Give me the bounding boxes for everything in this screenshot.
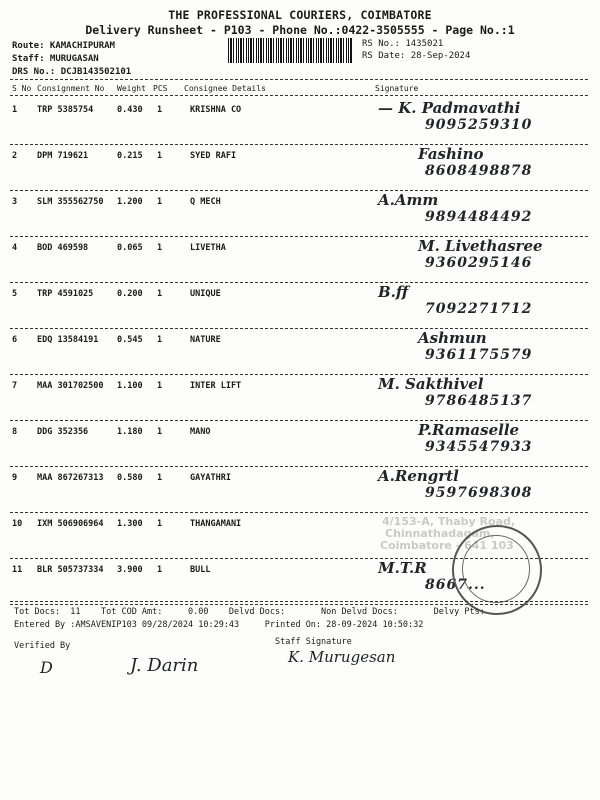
row-signature: Fashino [418, 145, 484, 163]
row-consignment-no: TRP 5385754 [37, 105, 94, 115]
row-pcs: 1 [157, 381, 163, 391]
row-sno: 2 [12, 151, 18, 161]
row-weight: 1.300 [117, 519, 143, 529]
row-weight: 1.180 [117, 427, 143, 437]
row-sno: 10 [12, 519, 23, 529]
footer-rule [10, 601, 588, 602]
row-signature: M.T.R [378, 559, 427, 577]
entered-printed-line: Entered By :AMSAVENIP103 09/28/2024 10:29:43 Printed On: 28-09-2024 10:50:32 [14, 620, 424, 630]
row-consignee: GAYATHRI [190, 473, 231, 483]
row-pcs: 1 [157, 473, 163, 483]
row-weight: 0.215 [117, 151, 143, 161]
row-consignment-no: MAA 867267313 [37, 473, 104, 483]
row-consignee: LIVETHA [190, 243, 226, 253]
row-divider [10, 190, 588, 191]
row-weight: 1.100 [117, 381, 143, 391]
row-signature: M. Sakthivel [378, 375, 484, 393]
row-divider [10, 512, 588, 513]
watermark-line-1: 4/153-A, Thaby Road, [382, 515, 516, 528]
row-consignment-no: DDG 352356 [37, 427, 89, 437]
row-signature-phone: 9597698308 [425, 485, 533, 501]
row-weight: 0.545 [117, 335, 143, 345]
col-header-signature: Signature [375, 84, 419, 93]
row-divider [10, 282, 588, 283]
row-consignment-no: EDQ 13584191 [37, 335, 99, 345]
row-signature-phone: 9786485137 [425, 393, 533, 409]
row-signature-phone: 9361175579 [425, 347, 533, 363]
row-consignee: MANO [190, 427, 211, 437]
company-name: THE PROFESSIONAL COURIERS, COIMBATORE [168, 8, 432, 22]
verified-signature: J. Darin [130, 655, 199, 676]
header-rule-top [10, 79, 588, 80]
col-header-weight: Weight [117, 84, 146, 93]
row-consignee: INTER LIFT [190, 381, 242, 391]
totals-line: Tot Docs: 11 Tot COD Amt: 0.00 Delvd Docs: Non Delvd Docs: Delvy Pts: [14, 607, 485, 617]
row-signature-phone: 8667... [425, 577, 486, 593]
runsheet-title: Delivery Runsheet - P103 - Phone No.:0422-3505555 - Page No.:1 [85, 23, 515, 37]
row-pcs: 1 [157, 519, 163, 529]
row-divider [10, 374, 588, 375]
row-weight: 0.580 [117, 473, 143, 483]
row-signature-phone: 9345547933 [425, 439, 533, 455]
verified-by-label: Verified By [14, 641, 71, 651]
row-pcs: 1 [157, 565, 163, 575]
row-signature: Ashmun [418, 329, 487, 347]
row-sno: 3 [12, 197, 18, 207]
row-pcs: 1 [157, 427, 163, 437]
row-signature: M. Livethasree [418, 237, 543, 255]
col-header-sno: S No [12, 84, 32, 93]
row-sno: 8 [12, 427, 18, 437]
row-sno: 9 [12, 473, 18, 483]
row-sno: 6 [12, 335, 18, 345]
row-consignee: UNIQUE [190, 289, 221, 299]
row-signature: P.Ramaselle [418, 421, 520, 439]
row-consignment-no: MAA 301702500 [37, 381, 104, 391]
row-sno: 5 [12, 289, 18, 299]
row-consignee: NATURE [190, 335, 221, 345]
watermark-line-3: Coimbatore - 641 103 [380, 539, 514, 552]
row-consignment-no: IXM 506906964 [37, 519, 104, 529]
row-signature-phone: 9360295146 [425, 255, 533, 271]
row-consignment-no: BOD 469598 [37, 243, 89, 253]
row-consignee: BULL [190, 565, 211, 575]
row-divider [10, 328, 588, 329]
row-pcs: 1 [157, 197, 163, 207]
row-consignee: KRISHNA CO [190, 105, 242, 115]
row-weight: 3.900 [117, 565, 143, 575]
col-header-consignment: Consignment No [37, 84, 105, 93]
row-signature: A.Amm [378, 191, 439, 209]
staff-signature: K. Murugesan [288, 648, 396, 666]
verified-initial-signature: D [40, 658, 53, 677]
drs-number: DRS No.: DCJB143502101 [12, 67, 132, 77]
row-consignee: SYED RAFI [190, 151, 237, 161]
row-sno: 1 [12, 105, 18, 115]
rs-date: RS Date: 28-Sep-2024 [362, 51, 471, 61]
row-weight: 0.065 [117, 243, 143, 253]
row-divider [10, 466, 588, 467]
header-rule-bottom [10, 95, 588, 96]
watermark-line-2: Chinnathadagam, [385, 527, 495, 540]
row-signature-phone: 9894484492 [425, 209, 533, 225]
row-pcs: 1 [157, 105, 163, 115]
row-weight: 0.200 [117, 289, 143, 299]
row-pcs: 1 [157, 243, 163, 253]
row-signature: A.Rengrtl [378, 467, 459, 485]
route-label: Route: KAMACHIPURAM [12, 41, 115, 51]
staff-signature-label: Staff Signature [275, 637, 352, 647]
row-weight: 0.430 [117, 105, 143, 115]
row-sno: 11 [12, 565, 23, 575]
row-sno: 4 [12, 243, 18, 253]
row-pcs: 1 [157, 289, 163, 299]
row-divider [10, 144, 588, 145]
row-consignment-no: BLR 505737334 [37, 565, 104, 575]
col-header-consignee: Consignee Details [184, 84, 266, 93]
row-consignment-no: DPM 719621 [37, 151, 89, 161]
row-signature: — K. Padmavathi [378, 99, 521, 117]
row-signature-phone: 7092271712 [425, 301, 533, 317]
row-consignee: THANGAMANI [190, 519, 242, 529]
row-pcs: 1 [157, 151, 163, 161]
row-consignment-no: SLM 355562750 [37, 197, 104, 207]
row-consignment-no: TRP 4591025 [37, 289, 94, 299]
rs-number: RS No.: 1435021 [362, 39, 444, 49]
row-consignee: Q MECH [190, 197, 221, 207]
row-signature-phone: 8608498878 [425, 163, 533, 179]
row-weight: 1.200 [117, 197, 143, 207]
row-sno: 7 [12, 381, 18, 391]
route-staff-block [12, 40, 131, 79]
row-signature: B.ff [378, 283, 409, 301]
row-pcs: 1 [157, 335, 163, 345]
row-signature-phone: 9095259310 [425, 117, 533, 133]
col-header-pcs: PCS [153, 84, 168, 93]
staff-label: Staff: MURUGASAN [12, 54, 99, 64]
rs-info-block [362, 38, 470, 62]
barcode [228, 38, 352, 63]
